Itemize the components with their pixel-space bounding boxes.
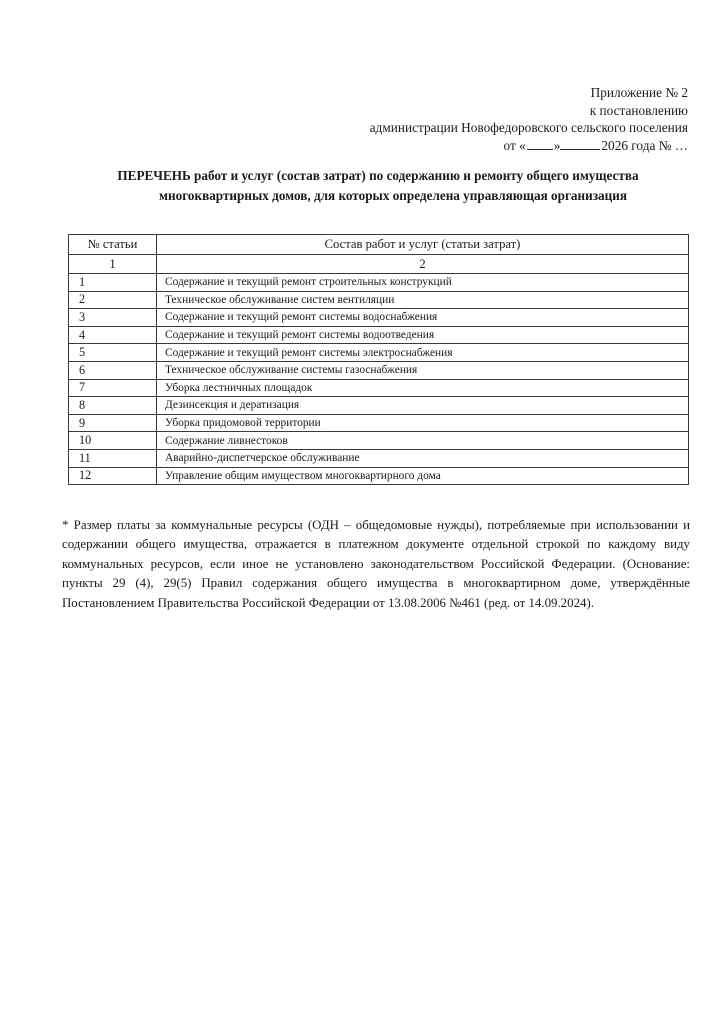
- page-title: [68, 166, 688, 206]
- date-middle: »: [553, 138, 561, 154]
- table-row: [69, 449, 689, 467]
- row-number: 4: [69, 326, 157, 344]
- row-number: 8: [69, 397, 157, 415]
- table-row: [69, 432, 689, 450]
- date-prefix: от «: [503, 138, 526, 154]
- table-row: [69, 326, 689, 344]
- row-number: 12: [69, 467, 157, 485]
- table-row: [69, 361, 689, 379]
- row-description: Уборка лестничных площадок: [157, 379, 689, 397]
- approval-header-line-2: к постановлению: [589, 102, 688, 118]
- row-description: Содержание и текущий ремонт системы водоотведения: [157, 326, 689, 344]
- month-blank: [560, 137, 600, 150]
- table-row: [69, 467, 689, 485]
- table-row: [69, 414, 689, 432]
- table-row: [69, 379, 689, 397]
- column-header-article-number: № статьи: [69, 235, 157, 255]
- row-description: Содержание и текущий ремонт строительных конструкций: [157, 274, 689, 292]
- row-description: Содержание и текущий ремонт системы водоснабжения: [157, 309, 689, 327]
- approval-header: [36, 84, 688, 155]
- footnote: [62, 516, 690, 613]
- table-column-number-row: [69, 255, 689, 274]
- row-number: 9: [69, 414, 157, 432]
- row-description: Уборка придомовой территории: [157, 414, 689, 432]
- row-number: 3: [69, 309, 157, 327]
- page-title-line-1: ПЕРЕЧЕНЬ работ и услуг (состав затрат) по содержанию и ремонту общего имущества: [117, 168, 639, 183]
- footnote-text: * Размер платы за коммунальные ресурсы (ОДН – общедомовые нужды), потребляемые при использовании и содержании общего имущества, отражается в платежном документе отдельной строкой по каждому виду коммунальных ресурсов, если иное не установлено законодательством Российской Федерации. (Основание: пункты 29 (4), 29(5) Правил содержания общего имущества в многоквартирном доме, утверждённые Постановлением Правительства Российской Федерации от 13.08.2006 №461 (ред. от 14.09.2024).: [62, 518, 690, 610]
- row-description: Техническое обслуживание систем вентиляции: [157, 291, 689, 309]
- table-header-row: [69, 235, 689, 255]
- table-row: [69, 291, 689, 309]
- day-blank: [527, 137, 553, 150]
- approval-header-line-1: Приложение № 2: [590, 85, 688, 100]
- table-row: [69, 397, 689, 415]
- row-number: 2: [69, 291, 157, 309]
- row-description: Содержание ливнестоков: [157, 432, 689, 450]
- row-description: Дезинсекция и дератизация: [157, 397, 689, 415]
- row-number: 11: [69, 449, 157, 467]
- table-row: [69, 344, 689, 362]
- row-description: Содержание и текущий ремонт системы электроснабжения: [157, 344, 689, 362]
- row-number: 5: [69, 344, 157, 362]
- date-suffix: 2026 года № …: [601, 138, 688, 154]
- column-header-works-composition: Состав работ и услуг (статьи затрат): [157, 235, 689, 255]
- approval-header-date-line: [36, 137, 688, 155]
- page-title-line-2: многоквартирных домов, для которых определена управляющая организация: [159, 188, 627, 203]
- row-description: Техническое обслуживание системы газоснабжения: [157, 361, 689, 379]
- column-number-1: 1: [69, 255, 157, 274]
- table-row: [69, 309, 689, 327]
- row-number: 10: [69, 432, 157, 450]
- column-number-2: 2: [157, 255, 689, 274]
- table-body: [69, 274, 689, 485]
- table-row: [69, 274, 689, 292]
- row-description: Управление общим имуществом многоквартирного дома: [157, 467, 689, 485]
- row-description: Аварийно-диспетчерское обслуживание: [157, 449, 689, 467]
- works-and-services-table: [68, 234, 689, 485]
- approval-header-line-3: администрации Новофедоровского сельского поселения: [369, 120, 688, 136]
- row-number: 6: [69, 361, 157, 379]
- row-number: 7: [69, 379, 157, 397]
- row-number: 1: [69, 274, 157, 292]
